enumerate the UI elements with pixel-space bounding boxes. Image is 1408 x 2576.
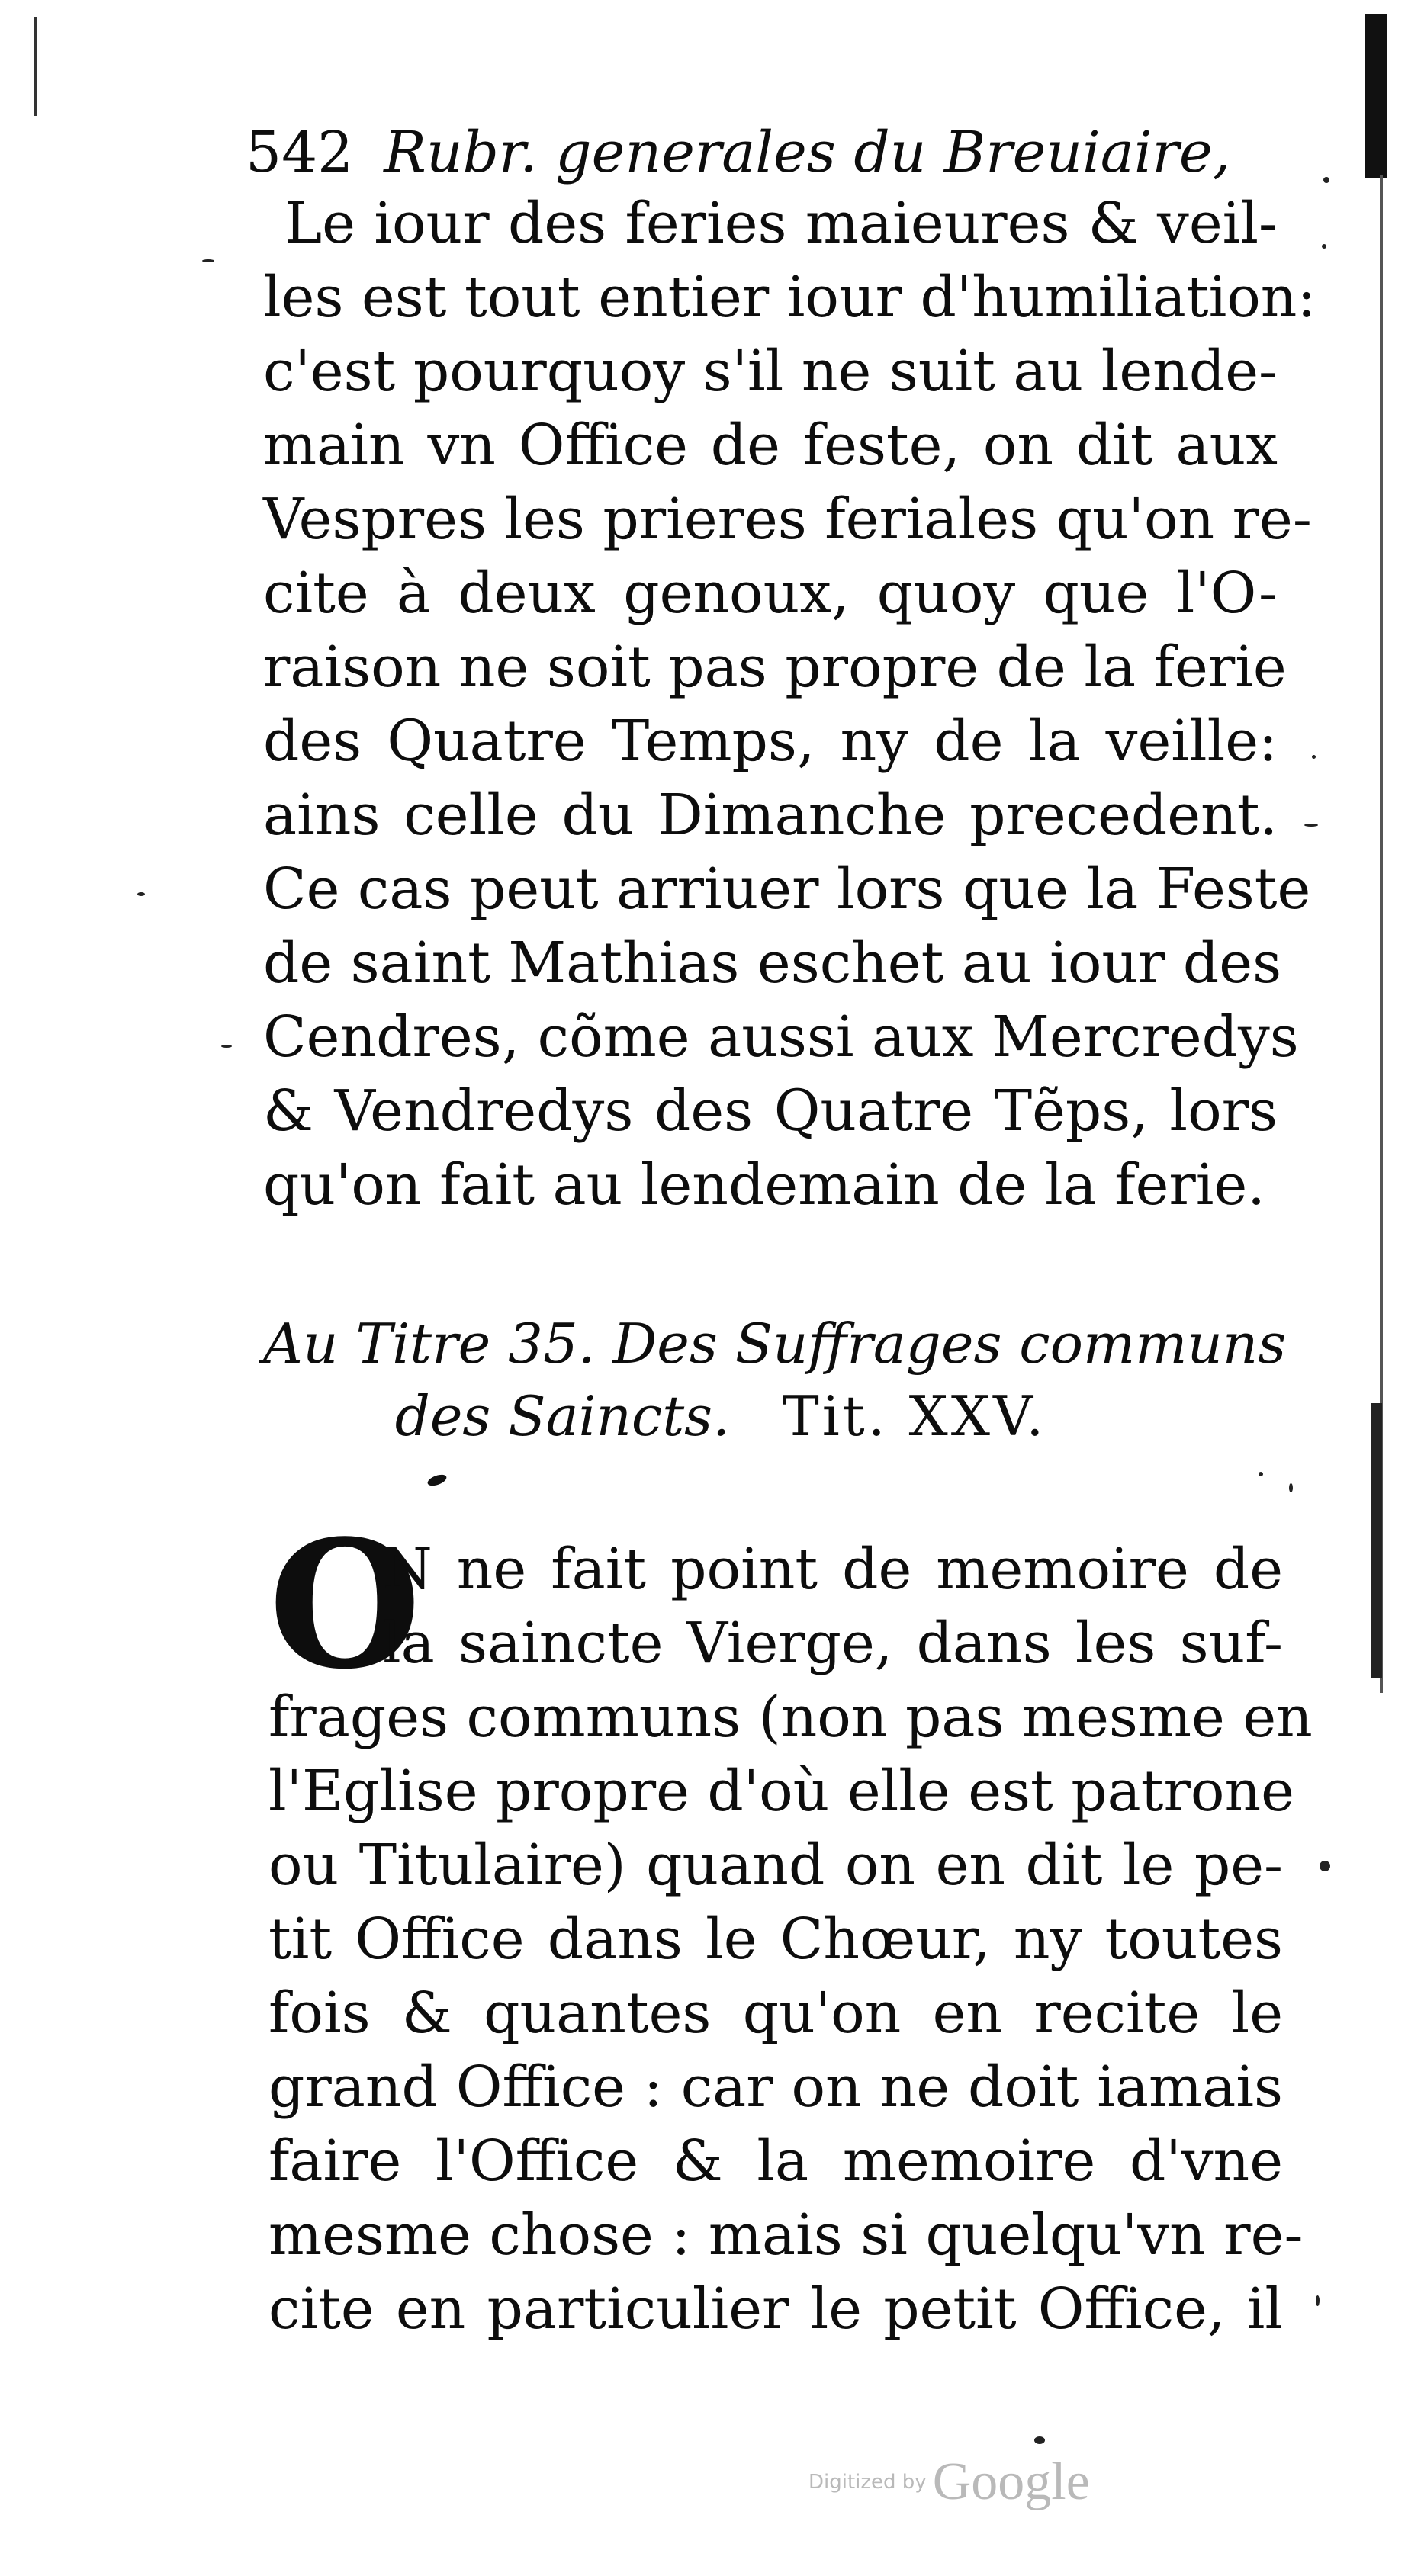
ornament-mark (426, 1473, 448, 1488)
scan-speck (1304, 824, 1318, 827)
scan-speck (1323, 177, 1329, 183)
text-line: N ne fait point de memoire de (383, 1537, 1283, 1602)
scan-speck (1034, 2436, 1045, 2444)
section-title-line2 (263, 1380, 1285, 1453)
text-line: cite en particulier le petit Office, il (268, 2276, 1283, 2342)
section-title (263, 1308, 1285, 1453)
text-line: raison ne soit pas propre de la ferie (263, 634, 1287, 700)
text-line: tit Office dans le Chœur, ny toutes (268, 1906, 1283, 1972)
text-line: l'Eglise propre d'où elle est patrone (268, 1759, 1294, 1824)
text-line: fois & quantes qu'on en recite le (268, 1980, 1283, 2046)
text-line: main vn Office de feste, on dit aux (263, 413, 1278, 478)
text-line: c'est pourquoy s'il ne suit au lende- (263, 339, 1278, 404)
google-logo: Google (932, 2452, 1090, 2511)
section-title-number: Tit. XXV. (782, 1384, 1047, 1448)
text-line: la saincte Vierge, dans les suf- (383, 1611, 1283, 1676)
scan-speck (1312, 755, 1316, 759)
scan-speck (1289, 1483, 1293, 1492)
scan-speck (1320, 1861, 1330, 1871)
scan-speck (1316, 2295, 1320, 2306)
scan-speck (202, 259, 214, 262)
section-title-line1: Au Titre 35. Des Suffrages communs (263, 1312, 1287, 1376)
scan-speck (1259, 1472, 1263, 1476)
text-line: de saint Mathias eschet au iour des (263, 930, 1282, 996)
text-line: les est tout entier iour d'humiliation: (263, 265, 1316, 330)
page-number: 542 (246, 120, 354, 185)
text-line: des Quatre Temps, ny de la veille: (263, 708, 1278, 774)
text-line: Vespres les prieres feriales qu'on re- (263, 487, 1312, 552)
page-edge-left (34, 17, 37, 116)
text-line: grand Office : car on ne doit iamais (268, 2054, 1283, 2120)
digitized-watermark (808, 2452, 1129, 2520)
text-line: frages communs (non pas mesme en (268, 1685, 1313, 1750)
text-line: qu'on fait au lendemain de la ferie. (263, 1152, 1265, 1218)
text-line: ou Titulaire) quand on en dit le pe- (268, 1832, 1283, 1898)
paragraph-feries (263, 187, 1316, 1222)
drop-capital: O (268, 1502, 422, 1708)
scan-speck (1322, 244, 1326, 249)
text-line: Le iour des feries maieures & veil- (284, 191, 1278, 256)
text-line: & Vendredys des Quatre Tẽps, lors (263, 1078, 1278, 1144)
paragraph-suffrages (268, 1533, 1313, 2346)
watermark-prefix: Digitized by (808, 2471, 927, 2494)
text-line: Cendres, cõme aussi aux Mercredys (263, 1004, 1299, 1070)
running-head (246, 114, 1237, 191)
text-line: Ce cas peut arriuer lors que la Feste (263, 856, 1311, 922)
page-edge-shadow-top (1365, 14, 1387, 178)
section-title-saints: des Saincts. (394, 1384, 731, 1448)
running-title: Rubr. generales du Breuiaire, (384, 120, 1231, 185)
scan-speck (137, 892, 145, 896)
page-edge-shadow-lower (1371, 1403, 1382, 1678)
text-line: mesme chose : mais si quelqu'vn re- (268, 2202, 1304, 2268)
text-line: cite à deux genoux, quoy que l'O- (263, 560, 1278, 626)
text-line: faire l'Office & la memoire d'vne (268, 2128, 1283, 2194)
scan-speck (221, 1045, 232, 1048)
text-line: ains celle du Dimanche precedent. (263, 782, 1278, 848)
